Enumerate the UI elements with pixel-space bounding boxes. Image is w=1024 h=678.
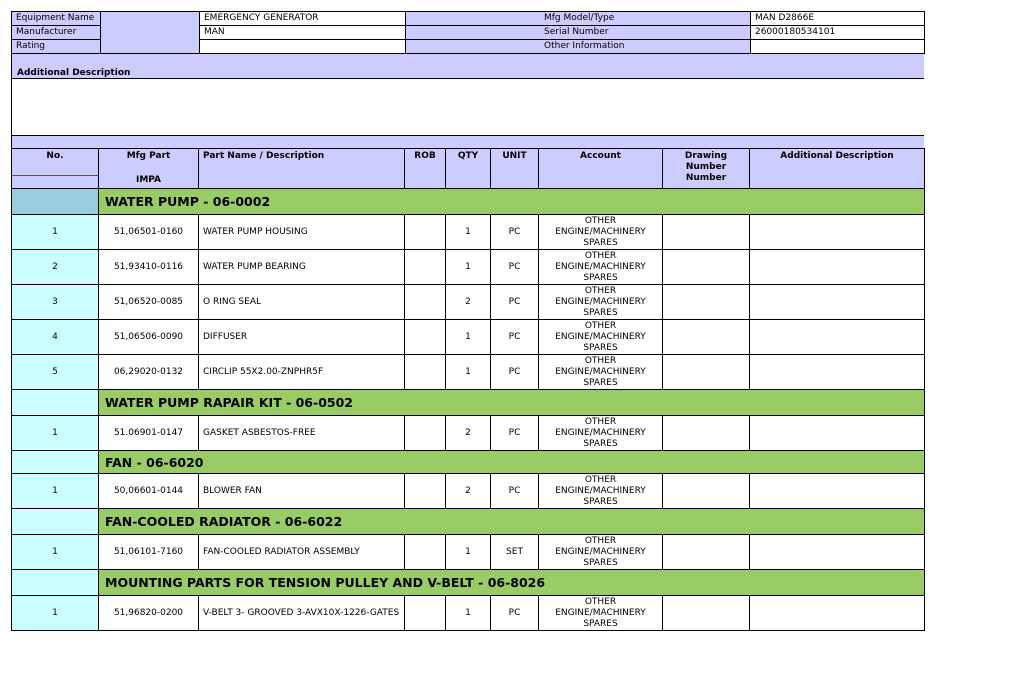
row-qty: 1 <box>446 215 491 250</box>
group-title: WATER PUMP - 06-0002 <box>99 189 925 215</box>
group-header-spacer <box>12 390 99 416</box>
row-no: 3 <box>12 285 99 320</box>
col-rob: ROB <box>405 149 446 189</box>
account-line1: OTHER <box>584 416 617 427</box>
row-drawing <box>663 596 750 631</box>
row-drawing <box>663 320 750 355</box>
row-account <box>539 355 663 390</box>
row-rob <box>405 535 446 570</box>
col-impa-label: IMPA <box>135 175 162 185</box>
table-row <box>12 596 925 631</box>
row-drawing <box>663 355 750 390</box>
row-rob <box>405 285 446 320</box>
row-unit: PC <box>491 596 539 631</box>
group-header <box>12 570 925 596</box>
row-name: DIFFUSER <box>199 320 405 355</box>
row-part: 06,29020-0132 <box>99 355 199 390</box>
account-line2: ENGINE/MACHINERY <box>555 261 646 272</box>
table-row <box>12 474 925 509</box>
row-unit: PC <box>491 474 539 509</box>
row-rob <box>405 355 446 390</box>
row-name: CIRCLIP 55X2.00-ZNPHR5F <box>199 355 405 390</box>
row-name: GASKET ASBESTOS-FREE <box>199 416 405 451</box>
row-no: 1 <box>12 416 99 451</box>
rating-label: Rating <box>12 40 101 54</box>
serial-number-value: 26000180534101 <box>751 26 925 40</box>
row-part: 51,06101-7160 <box>99 535 199 570</box>
row-no: 5 <box>12 355 99 390</box>
row-name: FAN-COOLED RADIATOR ASSEMBLY <box>199 535 405 570</box>
col-additional-description: Additional Description <box>750 149 925 189</box>
row-no: 1 <box>12 215 99 250</box>
row-part: 51,06501-0160 <box>99 215 199 250</box>
mfg-model-label: Mfg Model/Type <box>406 12 751 26</box>
account-line2: ENGINE/MACHINERY <box>555 296 646 307</box>
equipment-name-value: EMERGENCY GENERATOR <box>200 12 406 26</box>
row-account <box>539 416 663 451</box>
equipment-info-table <box>11 11 925 54</box>
row-additional <box>750 285 925 320</box>
table-row <box>12 250 925 285</box>
row-part: 51,06506-0090 <box>99 320 199 355</box>
row-no: 4 <box>12 320 99 355</box>
equipment-label-spacer <box>101 12 200 54</box>
row-account <box>539 596 663 631</box>
rating-value <box>200 40 406 54</box>
row-qty: 1 <box>446 320 491 355</box>
row-qty: 2 <box>446 285 491 320</box>
group-header <box>12 390 925 416</box>
account-line1: OTHER <box>584 320 617 331</box>
row-part: 51,06520-0085 <box>99 285 199 320</box>
row-account <box>539 474 663 509</box>
mfg-model-value: MAN D2866E <box>751 12 925 26</box>
account-line1: OTHER <box>584 355 617 366</box>
table-row <box>12 355 925 390</box>
group-title: WATER PUMP RAPAIR KIT - 06-0502 <box>99 390 925 416</box>
row-rob <box>405 320 446 355</box>
col-unit: UNIT <box>491 149 539 189</box>
col-part-name: Part Name / Description <box>199 149 405 189</box>
row-name: V-BELT 3- GROOVED 3-AVX10X-1226-GATES <box>199 596 405 631</box>
row-account <box>539 320 663 355</box>
row-additional <box>750 474 925 509</box>
col-mfg-part <box>99 149 199 189</box>
row-unit: SET <box>491 535 539 570</box>
group-title: FAN - 06-6020 <box>99 451 925 474</box>
group-header-spacer <box>12 451 99 474</box>
account-line1: OTHER <box>584 250 617 261</box>
row-drawing <box>663 416 750 451</box>
account-line3: SPARES <box>583 557 618 568</box>
group-title: MOUNTING PARTS FOR TENSION PULLEY AND V-BELT - 06-8026 <box>99 570 925 596</box>
row-name: WATER PUMP HOUSING <box>199 215 405 250</box>
row-additional <box>750 535 925 570</box>
row-part: 51,93410-0116 <box>99 250 199 285</box>
row-part: 50,06601-0144 <box>99 474 199 509</box>
account-line3: SPARES <box>583 377 618 388</box>
table-row <box>12 215 925 250</box>
table-row <box>12 285 925 320</box>
account-line1: OTHER <box>584 285 617 296</box>
row-unit: PC <box>491 416 539 451</box>
account-line3: SPARES <box>583 307 618 318</box>
row-rob <box>405 250 446 285</box>
row-additional <box>750 250 925 285</box>
col-no <box>12 149 99 189</box>
group-header <box>12 189 925 215</box>
row-unit: PC <box>491 285 539 320</box>
account-line3: SPARES <box>583 342 618 353</box>
account-line1: OTHER <box>584 474 617 485</box>
row-additional <box>750 320 925 355</box>
additional-description-header <box>11 54 924 78</box>
account-line2: ENGINE/MACHINERY <box>555 366 646 377</box>
account-line1: OTHER <box>584 535 617 546</box>
account-line1: OTHER <box>584 215 617 226</box>
parts-document <box>11 11 924 631</box>
row-drawing <box>663 285 750 320</box>
row-rob <box>405 474 446 509</box>
row-qty: 1 <box>446 250 491 285</box>
row-qty: 2 <box>446 474 491 509</box>
row-account <box>539 535 663 570</box>
row-account <box>539 285 663 320</box>
row-name: BLOWER FAN <box>199 474 405 509</box>
account-line2: ENGINE/MACHINERY <box>555 485 646 496</box>
row-drawing <box>663 535 750 570</box>
other-information-label: Other Information <box>406 40 751 54</box>
table-row <box>12 535 925 570</box>
col-qty: QTY <box>446 149 491 189</box>
col-drawing-line2: Number <box>685 162 727 172</box>
col-no-sub <box>12 175 98 188</box>
manufacturer-label: Manufacturer <box>12 26 101 40</box>
col-drawing-line3: Number <box>685 173 727 183</box>
table-row <box>12 416 925 451</box>
col-account: Account <box>539 149 663 189</box>
col-drawing-line1: Drawing <box>684 151 728 161</box>
row-unit: PC <box>491 215 539 250</box>
row-rob <box>405 416 446 451</box>
row-no: 2 <box>12 250 99 285</box>
row-part: 51,96820-0200 <box>99 596 199 631</box>
account-line2: ENGINE/MACHINERY <box>555 546 646 557</box>
row-no: 1 <box>12 474 99 509</box>
col-no-label: No. <box>46 151 64 161</box>
group-header-spacer <box>12 570 99 596</box>
additional-description-box <box>11 78 924 136</box>
group-header <box>12 509 925 535</box>
account-line3: SPARES <box>583 237 618 248</box>
row-unit: PC <box>491 320 539 355</box>
group-header-spacer <box>12 509 99 535</box>
row-additional <box>750 215 925 250</box>
row-name: WATER PUMP BEARING <box>199 250 405 285</box>
account-line2: ENGINE/MACHINERY <box>555 331 646 342</box>
group-title: FAN-COOLED RADIATOR - 06-6022 <box>99 509 925 535</box>
row-no: 1 <box>12 535 99 570</box>
other-information-value <box>751 40 925 54</box>
table-row <box>12 320 925 355</box>
row-unit: PC <box>491 250 539 285</box>
account-line3: SPARES <box>583 496 618 507</box>
row-drawing <box>663 474 750 509</box>
row-qty: 1 <box>446 596 491 631</box>
row-rob <box>405 215 446 250</box>
row-drawing <box>663 215 750 250</box>
row-qty: 2 <box>446 416 491 451</box>
group-header <box>12 451 925 474</box>
row-no: 1 <box>12 596 99 631</box>
row-part: 51.06901-0147 <box>99 416 199 451</box>
row-drawing <box>663 250 750 285</box>
account-line1: OTHER <box>584 596 617 607</box>
serial-number-label: Serial Number <box>406 26 751 40</box>
account-line2: ENGINE/MACHINERY <box>555 607 646 618</box>
row-account <box>539 250 663 285</box>
row-name: O RING SEAL <box>199 285 405 320</box>
account-line3: SPARES <box>583 438 618 449</box>
parts-table <box>11 148 925 631</box>
account-line2: ENGINE/MACHINERY <box>555 226 646 237</box>
row-unit: PC <box>491 355 539 390</box>
row-qty: 1 <box>446 535 491 570</box>
equipment-name-label: Equipment Name <box>12 12 101 26</box>
account-line2: ENGINE/MACHINERY <box>555 427 646 438</box>
manufacturer-value: MAN <box>200 26 406 40</box>
row-account <box>539 215 663 250</box>
row-rob <box>405 596 446 631</box>
account-line3: SPARES <box>583 272 618 283</box>
row-additional <box>750 416 925 451</box>
row-qty: 1 <box>446 355 491 390</box>
col-mfg-part-label: Mfg Part <box>126 151 171 161</box>
description-separator <box>11 136 924 148</box>
col-drawing-number <box>663 149 750 189</box>
row-additional <box>750 355 925 390</box>
additional-description-label: Additional Description <box>17 68 131 78</box>
account-line3: SPARES <box>583 618 618 629</box>
row-additional <box>750 596 925 631</box>
group-header-spacer <box>12 189 99 215</box>
